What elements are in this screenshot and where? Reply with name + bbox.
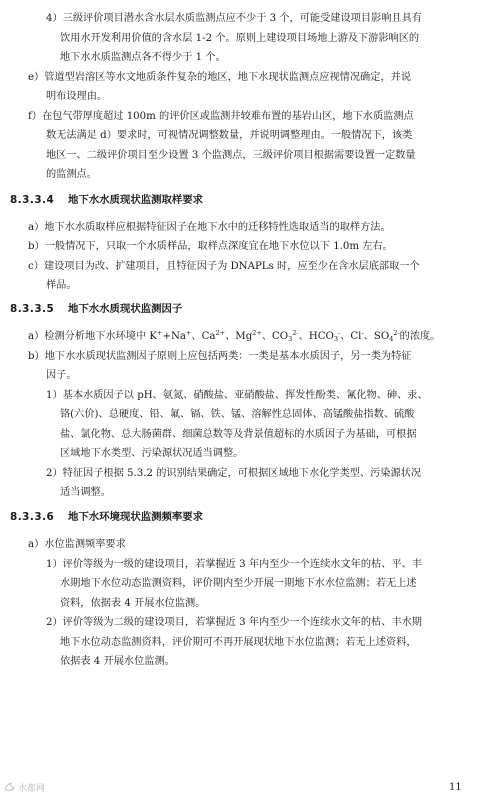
section-heading-8336	[10, 508, 203, 528]
list-item-4-cont: 饮用水开发利用价值的含水层 1-2 个。原则上建设项目场地上游及下游影响区的	[60, 33, 420, 44]
sub-item-1-cont: 区域地下水类型、污染源状况适当调整。	[60, 448, 244, 459]
sub-item-1-cont: 铬(六价)、总硬度、铅、氟、镉、铁、锰、溶解性总固体、高锰酸盐指数、硫酸	[60, 409, 415, 420]
section-title: 地下水水质现状监测因子	[68, 303, 183, 315]
list-item-f-cont: 地区一、二级评价项目至少设置 3 个监测点，三级评价项目根据需要设置一定数量	[46, 150, 416, 161]
sub-item-2: 2）特征因子根据 5.3.2 的识别结果确定，可根据区域地下水化学类型、污染源状况	[46, 468, 422, 479]
sub-item-1: 1）评价等级为一级的建设项目，若掌握近 3 年内至少一个连续水文年的枯、平、丰	[46, 559, 422, 570]
list-item-f-cont: 的监测点。	[46, 169, 97, 180]
section-heading-8335	[10, 300, 182, 320]
section-number: 8.3.3.6	[10, 511, 55, 523]
sub-item-1-cont: 盐、氯化物、总大肠菌群、细菌总数等及背景值超标的水质因子为基础，可根据	[60, 429, 417, 440]
section-heading-8334	[10, 191, 203, 211]
page-number: 11	[449, 782, 462, 793]
drop-logo-icon	[4, 782, 16, 792]
list-item-a: a）水位监测频率要求	[28, 539, 126, 550]
section-title: 地下水环境现状监测频率要求	[68, 511, 204, 523]
sub-item-1: 1）基本水质因子以 pH、氨氮、硝酸盐、亚硝酸盐、挥发性酚类、氰化物、砷、汞、	[46, 390, 428, 401]
sub-item-1-cont: 资料，依据表 4 开展水位监测。	[60, 598, 206, 609]
list-item-f: f）在包气带厚度超过 100m 的评价区或监测井较难布置的基岩山区，地下水质监测点	[28, 111, 414, 122]
list-item-e-cont: 明布设理由。	[46, 91, 108, 102]
sub-item-2-cont: 依据表 4 开展水位监测。	[60, 656, 175, 667]
sub-item-2-cont: 适当调整。	[60, 487, 111, 498]
list-item-c-cont: 样品。	[46, 280, 77, 291]
sub-item-2-cont: 地下水位动态监测资料，评价期可不再开展现状地下水位监测；若无上述资料，	[60, 637, 417, 648]
list-item-b: b）地下水水质现状监测因子原则上应包括两类：一类是基本水质因子，另一类为特征	[28, 351, 412, 362]
section-number: 8.3.3.4	[10, 194, 55, 206]
list-item-4: 4）三级评价项目潜水含水层水质监测点应不少于 3 个，可能受建设项目影响且具有	[46, 13, 422, 24]
list-item-b-cont: 因子。	[46, 370, 77, 381]
list-item-a: a）地下水水质取样应根据特征因子在地下水中的迁移特性选取适当的取样方法。	[28, 222, 391, 233]
list-item-4-cont: 地下水水质监测点各不得少于 1 个。	[60, 52, 226, 63]
list-item-e: e）管道型岩溶区等水文地质条件复杂的地区，地下水现状监测点应视情况确定，并说	[28, 72, 411, 83]
sub-item-2: 2）评价等级为二级的建设项目，若掌握近 3 年内至少一个连续水文年的枯、丰水期	[46, 617, 422, 628]
watermark	[4, 780, 45, 800]
watermark-text: 水都网	[18, 784, 46, 794]
list-item-c: c）建设项目为改、扩建项目，且特征因子为 DNAPLs 时，应至少在含水层底部取一个	[28, 261, 420, 272]
section-title: 地下水水质现状监测取样要求	[68, 194, 204, 206]
section-number: 8.3.3.5	[10, 303, 55, 315]
list-item-a-ions: a）检测分析地下水环境中 K++Na+、$Ca^{2+}$、$Mg^{2+}$、$CO_3^{2-}$、$HCO_3^-$、Cl-、$SO_4^{2-}$的浓度。	[28, 329, 441, 343]
list-item-f-cont: 数无法满足 d）要求时，可视情况调整数量，并说明调整理由。一般情况下，该类	[46, 130, 413, 141]
list-item-b: b）一般情况下，只取一个水质样品，取样点深度宜在地下水位以下 1.0m 左右。	[28, 241, 393, 252]
sub-item-1-cont: 水期地下水位动态监测资料，评价期内至少开展一期地下水水位监测；若无上述	[60, 578, 417, 589]
